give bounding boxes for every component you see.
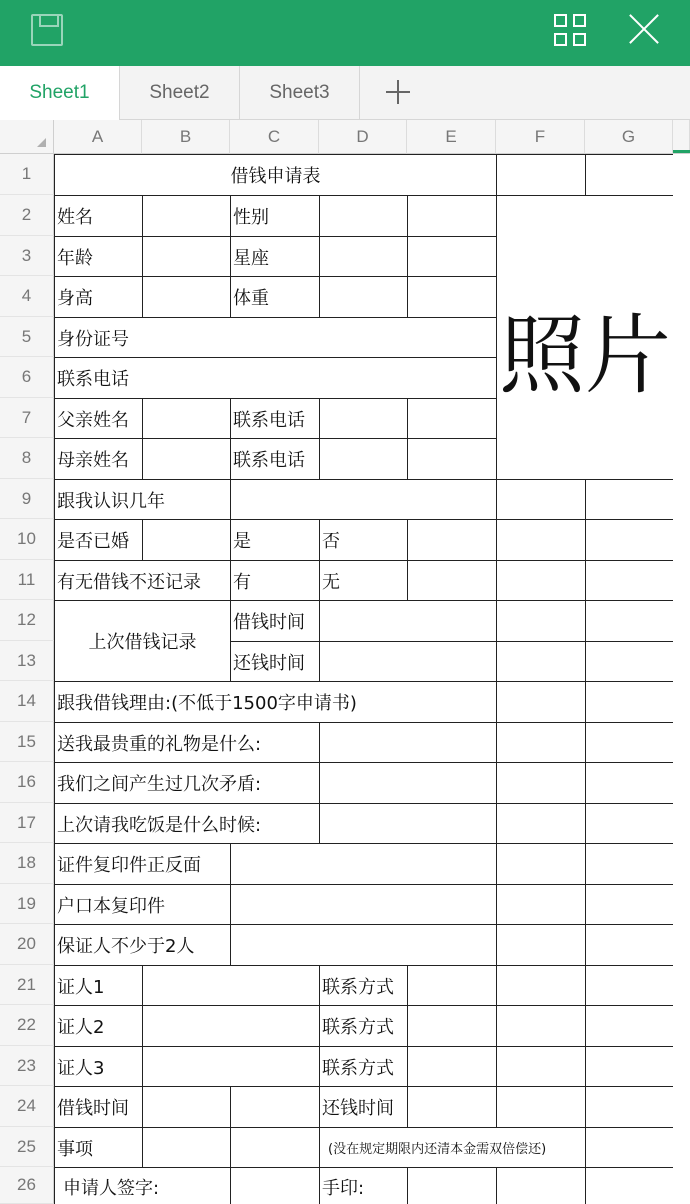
cell-g23[interactable] xyxy=(585,1046,674,1087)
witness2-label-cell[interactable]: 证人2 xyxy=(54,1005,143,1047)
witness1-label-cell[interactable]: 证人1 xyxy=(54,965,143,1006)
witness2-value-cell[interactable] xyxy=(142,1005,320,1047)
witness3-label-cell[interactable]: 证人3 xyxy=(54,1046,143,1087)
return-time-value-cell-2[interactable] xyxy=(407,1086,497,1128)
id-label-cell[interactable]: 身份证号 xyxy=(54,317,143,358)
borrow-time-value-cell[interactable] xyxy=(319,600,497,642)
married-no-cell[interactable]: 否 xyxy=(319,519,408,561)
borrow-time-label-cell[interactable]: 借钱时间 xyxy=(230,600,320,642)
gift-label-cell[interactable]: 送我最贵重的礼物是什么: xyxy=(54,722,320,763)
grid-view-icon[interactable] xyxy=(554,14,586,46)
age-label-cell[interactable]: 年龄 xyxy=(54,236,143,277)
mother-phone-label-cell[interactable]: 联系电话 xyxy=(230,438,320,480)
unpaid-no-cell[interactable]: 无 xyxy=(319,560,408,601)
reason-label-cell[interactable]: 跟我借钱理由:(不低于1500字申请书) xyxy=(54,681,497,723)
cell-g20[interactable] xyxy=(585,924,674,966)
phone-label-cell[interactable]: 联系电话 xyxy=(54,357,143,399)
cell-f20[interactable] xyxy=(496,924,586,966)
cell-g16[interactable] xyxy=(585,762,674,804)
return-time-value-cell[interactable] xyxy=(319,641,497,682)
guarantor-value-cell[interactable] xyxy=(230,924,497,966)
cell-f17[interactable] xyxy=(496,803,586,844)
cell-g9[interactable] xyxy=(585,479,674,520)
witness2-contact-value-cell[interactable] xyxy=(407,1005,497,1047)
row-header[interactable]: 4 xyxy=(0,276,54,317)
tab-sheet1[interactable]: Sheet1 xyxy=(0,66,120,121)
row-header[interactable]: 8 xyxy=(0,438,54,479)
married-value-cell[interactable] xyxy=(142,519,231,561)
row-header[interactable]: 20 xyxy=(0,924,54,965)
row-header[interactable]: 24 xyxy=(0,1086,54,1127)
married-label-cell[interactable]: 是否已婚 xyxy=(54,519,143,561)
return-time-label-cell[interactable]: 还钱时间 xyxy=(230,641,320,682)
column-header-h[interactable] xyxy=(673,120,690,154)
height-value-cell[interactable] xyxy=(142,276,231,318)
row-header[interactable]: 1 xyxy=(0,154,54,195)
borrow-time-label-cell-2[interactable]: 借钱时间 xyxy=(54,1086,143,1128)
unpaid-record-label-cell[interactable]: 有无借钱不还记录 xyxy=(54,560,231,601)
column-header-e[interactable]: E xyxy=(407,120,496,154)
row-header[interactable]: 16 xyxy=(0,762,54,803)
id-value-cell[interactable] xyxy=(142,317,497,358)
signature-value-cell[interactable] xyxy=(230,1167,320,1204)
witness1-contact-label-cell[interactable]: 联系方式 xyxy=(319,965,408,1006)
column-header-d[interactable]: D xyxy=(319,120,407,154)
photo-cell[interactable]: 照片 xyxy=(496,195,674,480)
mother-name-label-cell[interactable]: 母亲姓名 xyxy=(54,438,143,480)
witness3-contact-label-cell[interactable]: 联系方式 xyxy=(319,1046,408,1087)
add-sheet-icon[interactable] xyxy=(384,78,412,106)
cell-g10[interactable] xyxy=(585,519,674,561)
cell-c25[interactable] xyxy=(230,1127,320,1168)
father-phone-value-cell[interactable] xyxy=(319,398,408,439)
row-header[interactable]: 9 xyxy=(0,479,54,519)
witness3-contact-value-cell[interactable] xyxy=(407,1046,497,1087)
column-h-area[interactable] xyxy=(673,154,690,1204)
cell-e7[interactable] xyxy=(407,398,497,439)
cell-f12[interactable] xyxy=(496,600,586,642)
row-header[interactable]: 11 xyxy=(0,560,54,600)
row-header[interactable]: 22 xyxy=(0,1005,54,1046)
cell-f22[interactable] xyxy=(496,1005,586,1047)
last-borrow-record-label-cell[interactable]: 上次借钱记录 xyxy=(54,600,231,682)
row-header[interactable]: 15 xyxy=(0,722,54,762)
zodiac-label-cell[interactable]: 星座 xyxy=(230,236,320,277)
gift-value-cell[interactable] xyxy=(319,722,497,763)
hukou-copy-value-cell[interactable] xyxy=(230,884,497,925)
cell-e3[interactable] xyxy=(407,236,497,277)
top-toolbar xyxy=(0,0,690,66)
tab-sheet2[interactable]: Sheet2 xyxy=(120,66,240,120)
hukou-copy-label-cell[interactable]: 户口本复印件 xyxy=(54,884,231,925)
row-header[interactable]: 14 xyxy=(0,681,54,722)
column-header-g[interactable]: G xyxy=(585,120,673,154)
cell-f9[interactable] xyxy=(496,479,586,520)
cell-e8[interactable] xyxy=(407,438,497,480)
row-header[interactable]: 10 xyxy=(0,519,54,560)
cell-e11[interactable] xyxy=(407,560,497,601)
sheet-tab-bar xyxy=(0,66,690,120)
witness1-value-cell[interactable] xyxy=(142,965,320,1006)
gender-label-cell[interactable]: 性别 xyxy=(230,195,320,237)
row-header[interactable]: 18 xyxy=(0,843,54,884)
weight-label-cell[interactable]: 体重 xyxy=(230,276,320,318)
tab-sheet3[interactable]: Sheet3 xyxy=(240,66,360,120)
cell-g19[interactable] xyxy=(585,884,674,925)
row-header[interactable]: 2 xyxy=(0,195,54,236)
witness3-value-cell[interactable] xyxy=(142,1046,320,1087)
cell-f1[interactable] xyxy=(496,154,586,196)
column-header-b[interactable]: B xyxy=(142,120,230,154)
phone-value-cell[interactable] xyxy=(142,357,497,399)
cell-f14[interactable] xyxy=(496,681,586,723)
guarantor-label-cell[interactable]: 保证人不少于2人 xyxy=(54,924,231,966)
cell-g17[interactable] xyxy=(585,803,674,844)
cell-g21[interactable] xyxy=(585,965,674,1006)
row-header[interactable]: 25 xyxy=(0,1127,54,1167)
column-header-c[interactable]: C xyxy=(230,120,319,154)
fingerprint-value-cell[interactable] xyxy=(407,1167,497,1204)
cell-f13[interactable] xyxy=(496,641,586,682)
dinner-value-cell[interactable] xyxy=(319,803,497,844)
zodiac-value-cell[interactable] xyxy=(319,236,408,277)
name-value-cell[interactable] xyxy=(142,195,231,237)
row-header[interactable]: 5 xyxy=(0,317,54,357)
cell-c24[interactable] xyxy=(230,1086,320,1128)
column-header-a[interactable]: A xyxy=(54,120,142,154)
id-copy-label-cell[interactable]: 证件复印件正反面 xyxy=(54,843,231,885)
matters-note-cell[interactable]: (没在规定期限内还清本金需双倍偿还) xyxy=(319,1127,586,1168)
cell-f11[interactable] xyxy=(496,560,586,601)
cell-g11[interactable] xyxy=(585,560,674,601)
row-header[interactable]: 13 xyxy=(0,641,54,681)
cell-g22[interactable] xyxy=(585,1005,674,1047)
cell-g12[interactable] xyxy=(585,600,674,642)
borrow-time-value-cell-2[interactable] xyxy=(142,1086,231,1128)
column-header-f[interactable]: F xyxy=(496,120,585,154)
row-header[interactable]: 7 xyxy=(0,398,54,438)
name-label-cell[interactable]: 姓名 xyxy=(54,195,143,237)
age-value-cell[interactable] xyxy=(142,236,231,277)
witness1-contact-value-cell[interactable] xyxy=(407,965,497,1006)
cell-g26[interactable] xyxy=(585,1167,674,1204)
return-time-label-cell-2[interactable]: 还钱时间 xyxy=(319,1086,408,1128)
conflict-value-cell[interactable] xyxy=(319,762,497,804)
cell-f26[interactable] xyxy=(496,1167,586,1204)
years-known-value-cell[interactable] xyxy=(230,479,497,520)
father-phone-label-cell[interactable]: 联系电话 xyxy=(230,398,320,439)
cell-f23[interactable] xyxy=(496,1046,586,1087)
father-name-value-cell[interactable] xyxy=(142,398,231,439)
dinner-label-cell[interactable]: 上次请我吃饭是什么时候: xyxy=(54,803,320,844)
id-copy-value-cell[interactable] xyxy=(230,843,497,885)
matters-label-cell[interactable]: 事项 xyxy=(54,1127,143,1168)
row-header[interactable]: 17 xyxy=(0,803,54,843)
cell-g25[interactable] xyxy=(585,1127,674,1168)
cell-g13[interactable] xyxy=(585,641,674,682)
close-icon[interactable] xyxy=(626,12,662,48)
row-header[interactable]: 26 xyxy=(0,1167,54,1204)
cell-f15[interactable] xyxy=(496,722,586,763)
cell-e4[interactable] xyxy=(407,276,497,318)
cell-g24[interactable] xyxy=(585,1086,674,1128)
conflict-label-cell[interactable]: 我们之间产生过几次矛盾: xyxy=(54,762,320,804)
signature-label-cell[interactable]: 申请人签字: xyxy=(54,1167,231,1204)
cell-f10[interactable] xyxy=(496,519,586,561)
height-label-cell[interactable]: 身高 xyxy=(54,276,143,318)
select-all-corner[interactable] xyxy=(0,120,54,154)
row-header[interactable]: 19 xyxy=(0,884,54,924)
married-yes-cell[interactable]: 是 xyxy=(230,519,320,561)
row-header[interactable]: 3 xyxy=(0,236,54,276)
gender-value-cell[interactable] xyxy=(319,195,408,237)
save-icon[interactable] xyxy=(31,14,63,46)
cell-f18[interactable] xyxy=(496,843,586,885)
cell-g18[interactable] xyxy=(585,843,674,885)
sheet-title-cell[interactable]: 借钱申请表 xyxy=(54,154,497,196)
fingerprint-label-cell[interactable]: 手印: xyxy=(319,1167,408,1204)
cell-f24[interactable] xyxy=(496,1086,586,1128)
cell-g14[interactable] xyxy=(585,681,674,723)
cell-g15[interactable] xyxy=(585,722,674,763)
cell-f21[interactable] xyxy=(496,965,586,1006)
cell-e10[interactable] xyxy=(407,519,497,561)
row-header[interactable]: 21 xyxy=(0,965,54,1005)
unpaid-yes-cell[interactable]: 有 xyxy=(230,560,320,601)
mother-name-value-cell[interactable] xyxy=(142,438,231,480)
witness2-contact-label-cell[interactable]: 联系方式 xyxy=(319,1005,408,1047)
years-known-label-cell[interactable]: 跟我认识几年 xyxy=(54,479,231,520)
row-header[interactable]: 12 xyxy=(0,600,54,641)
matters-value-cell[interactable] xyxy=(142,1127,231,1168)
cell-g1[interactable] xyxy=(585,154,674,196)
row-header[interactable]: 6 xyxy=(0,357,54,398)
row-header[interactable]: 23 xyxy=(0,1046,54,1086)
cell-f16[interactable] xyxy=(496,762,586,804)
mother-phone-value-cell[interactable] xyxy=(319,438,408,480)
selection-indicator xyxy=(673,150,690,153)
cell-f19[interactable] xyxy=(496,884,586,925)
cell-e2[interactable] xyxy=(407,195,497,237)
father-name-label-cell[interactable]: 父亲姓名 xyxy=(54,398,143,439)
weight-value-cell[interactable] xyxy=(319,276,408,318)
